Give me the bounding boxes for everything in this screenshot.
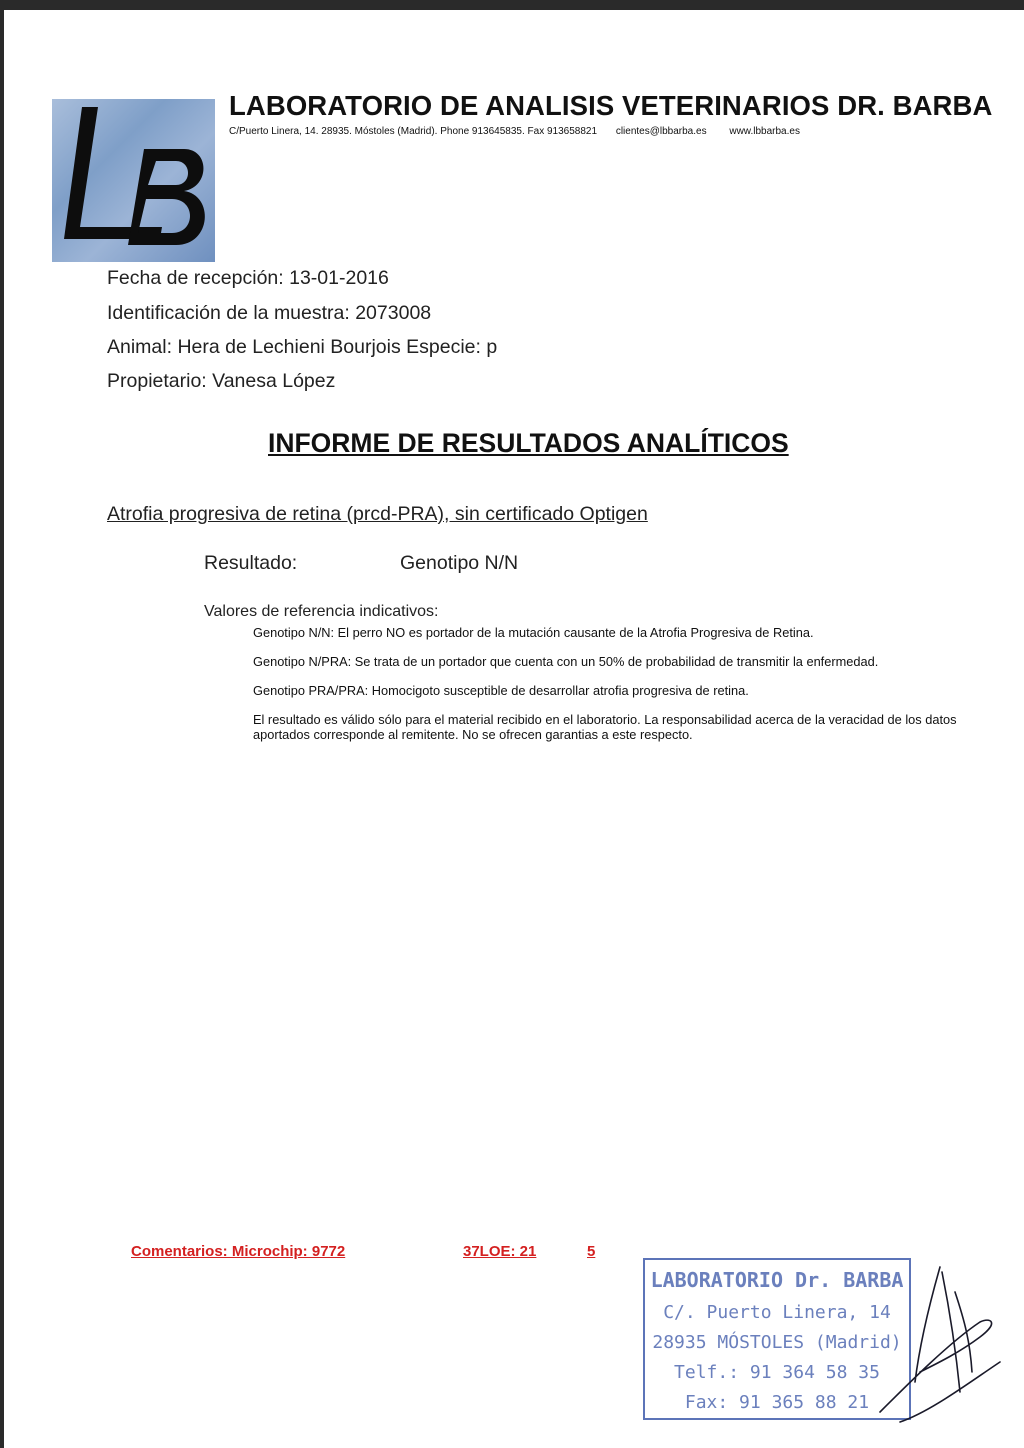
comments-loe: 37LOE: 21 xyxy=(463,1243,537,1260)
signature xyxy=(860,1262,1020,1432)
lab-contact-line xyxy=(229,126,800,137)
stamp-phone: Telf.: 91 364 58 35 xyxy=(674,1362,880,1383)
stamp-city: 28935 MÓSTOLES (Madrid) xyxy=(652,1332,902,1353)
test-name: Atrofia progresiva de retina (prcd-PRA), sin certificado Optigen xyxy=(107,503,648,525)
comments-fragment: 5 xyxy=(587,1243,596,1260)
result-value: Genotipo N/N xyxy=(400,552,519,574)
lab-name: LABORATORIO DE ANALISIS VETERINARIOS DR. BARBA xyxy=(229,90,993,121)
stamp-fax: Fax: 91 365 88 21 xyxy=(684,1392,870,1413)
lab-address: C/Puerto Linera, 14. 28935. Móstoles (Madrid). Phone 913645835. Fax 913658821 xyxy=(229,126,598,137)
left-border xyxy=(0,10,4,1448)
stamp-street: C/. Puerto Linera, 14 xyxy=(663,1302,891,1323)
stamp-lab-name: LABORATORIO Dr. BARBA xyxy=(650,1268,904,1292)
sample-id: Identificación de la muestra: 2073008 xyxy=(107,302,432,324)
top-border xyxy=(0,0,1024,10)
animal-info: Animal: Hera de Lechieni Bourjois Especie: p xyxy=(107,336,498,358)
reference-npra: Genotipo N/PRA: Se trata de un portador que cuenta con un 50% de probabilidad de transmitir la enfermedad. xyxy=(253,654,879,669)
reference-nn: Genotipo N/N: El perro NO es portador de la mutación causante de la Atrofia Progresiva de Retina. xyxy=(253,625,814,640)
result-label: Resultado: xyxy=(204,552,298,574)
comments-microchip: Comentarios: Microchip: 9772 xyxy=(131,1243,346,1260)
reference-title: Valores de referencia indicativos: xyxy=(204,603,439,620)
owner-info: Propietario: Vanesa López xyxy=(107,370,336,392)
lab-website: www.lbbarba.es xyxy=(729,126,800,137)
disclaimer: El resultado es válido sólo para el material recibido en el laboratorio. La responsabilidad acerca de la veracidad de los datos aportados corresponde al remitente. No se ofrecen garantias a este respecto. xyxy=(253,712,957,742)
lab-email: clientes@lbbarba.es xyxy=(615,126,707,137)
reference-prapra: Genotipo PRA/PRA: Homocigoto susceptible de desarrollar atrofia progresiva de retina. xyxy=(253,683,749,698)
reception-date: Fecha de recepción: 13-01-2016 xyxy=(107,267,389,289)
lab-logo xyxy=(52,99,215,262)
report-title: INFORME DE RESULTADOS ANALÍTICOS xyxy=(268,428,789,458)
